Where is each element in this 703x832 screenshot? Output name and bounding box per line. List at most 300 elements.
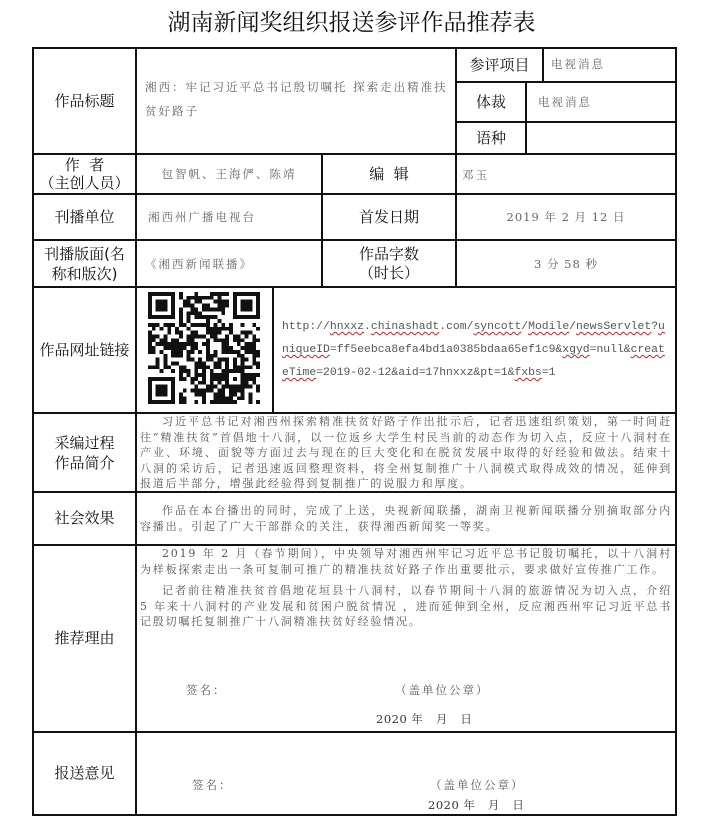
qr-module	[194, 369, 198, 373]
qr-module	[256, 354, 260, 358]
qr-module	[202, 369, 206, 373]
qr-module	[210, 369, 214, 373]
label-reason: 推荐理由	[54, 629, 115, 647]
qr-module	[179, 292, 183, 296]
qr-module	[248, 331, 252, 335]
authors-value: 包智帆、王海俨、陈靖	[161, 167, 297, 181]
qr-module	[190, 304, 194, 308]
label-entry-category: 参评项目	[469, 55, 530, 74]
label-work-title: 作品标题	[54, 91, 115, 110]
qr-alignment-pattern	[233, 377, 237, 381]
label-genre: 体裁	[475, 92, 506, 111]
url-segment-spellcheck[interactable]: syncott	[473, 321, 522, 333]
qr-finder-pattern	[156, 385, 168, 397]
qr-module	[252, 362, 256, 366]
process-intro-text	[140, 414, 672, 491]
qr-module	[225, 334, 229, 338]
qr-module	[221, 385, 225, 389]
label-process-intro	[34, 414, 135, 491]
qr-module	[221, 338, 225, 342]
table-border-right	[675, 47, 677, 816]
qr-module	[214, 323, 218, 327]
qr-module	[156, 342, 160, 346]
qr-module	[218, 365, 222, 369]
qr-module	[152, 350, 156, 354]
qr-module	[225, 342, 229, 346]
qr-module	[218, 300, 222, 304]
qr-module	[187, 315, 191, 319]
qr-code-icon	[146, 292, 262, 404]
qr-module	[194, 292, 198, 296]
qr-module	[221, 392, 225, 396]
qr-module	[179, 373, 183, 377]
qr-module	[218, 373, 222, 377]
qr-module	[194, 392, 198, 396]
qr-module	[167, 331, 171, 335]
reason-paragraph: 2019 年 2 月（春节期间），中央领导对湘西州牢记习近平总书记殷切嘱托，以十八洞村为样板探索走出一条可复制可推广的精准扶贫好路子作出重要批示，要求做好宣传推广工作。	[140, 547, 672, 576]
qr-module	[156, 362, 160, 366]
qr-module	[171, 354, 175, 358]
qr-module	[256, 350, 260, 354]
qr-module	[194, 331, 198, 335]
qr-module	[206, 346, 210, 350]
reason-paragraph: 记者前往精准扶贫首倡地花垣县十八洞村，以春节期间十八洞的旅游情况为切入点，介绍 5 年来十八洞村的产业发展和贫困户脱贫情况 ，进而延伸到全州，反应湘西州牢记习近平总书记殷切嘱托复制推广十八洞精准扶贫好经验情况。	[140, 584, 672, 628]
qr-module	[148, 323, 152, 327]
qr-module	[206, 307, 210, 311]
language-value	[535, 123, 670, 153]
qr-module	[245, 350, 249, 354]
qr-module	[248, 392, 252, 396]
qr-module	[175, 354, 179, 358]
qr-module	[218, 392, 222, 396]
qr-module	[198, 323, 202, 327]
qr-module	[198, 362, 202, 366]
qr-module	[183, 369, 187, 373]
qr-module	[252, 346, 256, 350]
qr-module	[194, 315, 198, 319]
qr-module	[241, 365, 245, 369]
qr-module	[190, 338, 194, 342]
url-segment[interactable]: /	[521, 321, 529, 333]
qr-module	[194, 365, 198, 369]
qr-module	[179, 365, 183, 369]
qr-module	[245, 381, 249, 385]
qr-module	[256, 327, 260, 331]
qr-module	[210, 331, 214, 335]
url-segment[interactable]: =null&	[589, 344, 631, 356]
qr-module	[252, 350, 256, 354]
entry-category-value: 电视消息	[551, 57, 605, 71]
qr-module	[210, 315, 214, 319]
qr-module	[194, 342, 198, 346]
label-editor: 编 辑	[369, 164, 409, 183]
qr-module	[206, 350, 210, 354]
qr-module	[218, 338, 222, 342]
url-segment-spellcheck[interactable]: hnxxz	[329, 321, 365, 333]
qr-module	[190, 342, 194, 346]
qr-module	[233, 358, 237, 362]
qr-module	[221, 369, 225, 373]
qr-module	[210, 354, 214, 358]
url-segment[interactable]: .	[364, 321, 371, 333]
qr-module	[198, 315, 202, 319]
social-effect-paragraph: 作品在本台播出的同时，完成了上送，央视新闻联播，湖南卫视新闻联播分别摘取部分内容播出。引起了广大干部群众的关注，获得湘西新闻奖一等奖。	[140, 504, 672, 533]
qr-module	[202, 362, 206, 366]
qr-module	[198, 365, 202, 369]
qr-module	[160, 338, 164, 342]
url-segment-spellcheck[interactable]: newsServlet	[576, 321, 652, 333]
qr-module	[225, 304, 229, 308]
qr-module	[210, 373, 214, 377]
qr-module	[233, 389, 237, 393]
qr-module	[225, 358, 229, 362]
qr-module	[179, 307, 183, 311]
qr-module	[218, 307, 222, 311]
label-length-line1: 作品字数	[358, 244, 419, 263]
label-author-line2: （主创人员）	[39, 174, 130, 192]
qr-module	[218, 389, 222, 393]
qr-module	[225, 338, 229, 342]
qr-module	[156, 334, 160, 338]
qr-module	[214, 338, 218, 342]
qr-module	[256, 362, 260, 366]
qr-module	[225, 327, 229, 331]
qr-module	[237, 354, 241, 358]
qr-module	[190, 350, 194, 354]
qr-module	[187, 334, 191, 338]
url-segment[interactable]: .com/	[439, 321, 474, 333]
url-segment-spellcheck[interactable]: chinashadt	[370, 321, 440, 333]
qr-module	[241, 331, 245, 335]
qr-module	[167, 365, 171, 369]
qr-module	[194, 334, 198, 338]
url-segment-spellcheck[interactable]: Modile	[528, 321, 570, 333]
qr-module	[190, 381, 194, 385]
url-segment-spellcheck[interactable]: fxbs	[514, 367, 542, 379]
qr-module	[229, 389, 233, 393]
qr-module	[179, 369, 183, 373]
qr-module	[187, 311, 191, 315]
qr-module	[206, 319, 210, 323]
qr-module	[210, 381, 214, 385]
qr-module	[160, 342, 164, 346]
qr-module	[206, 331, 210, 335]
qr-module	[206, 389, 210, 393]
qr-module	[237, 365, 241, 369]
qr-module	[206, 323, 210, 327]
publisher-value: 湘西州广播电视台	[148, 210, 256, 224]
qr-module	[214, 331, 218, 335]
qr-module	[171, 338, 175, 342]
qr-module	[198, 373, 202, 377]
qr-module	[190, 323, 194, 327]
qr-module	[206, 327, 210, 331]
qr-module	[225, 300, 229, 304]
url-segment-spellcheck[interactable]: createTime	[282, 344, 665, 379]
qr-module	[171, 342, 175, 346]
qr-module	[148, 365, 152, 369]
qr-module	[221, 300, 225, 304]
label-submission-opinion: 报送意见	[54, 764, 115, 782]
url-segment-spellcheck[interactable]: xgyd	[562, 344, 590, 356]
qr-module	[179, 346, 183, 350]
qr-module	[210, 307, 214, 311]
qr-module	[233, 334, 237, 338]
qr-module	[241, 362, 245, 366]
qr-module	[221, 373, 225, 377]
qr-module	[214, 300, 218, 304]
url-link[interactable]	[282, 316, 670, 386]
qr-module	[175, 327, 179, 331]
qr-module	[179, 342, 183, 346]
qr-module	[194, 296, 198, 300]
qr-module	[194, 389, 198, 393]
col-divider	[525, 81, 527, 155]
length-value: 3 分 58 秒	[534, 256, 598, 271]
qr-module	[190, 331, 194, 335]
work-title-value: 湘西：牢记习近平总书记殷切嘱托 探索走出精准扶贫好路子	[145, 80, 448, 118]
qr-module	[194, 362, 198, 366]
qr-module	[202, 373, 206, 377]
qr-module	[179, 377, 183, 381]
qr-module	[252, 377, 256, 381]
qr-module	[198, 296, 202, 300]
qr-module	[187, 327, 191, 331]
qr-module	[214, 307, 218, 311]
qr-module	[221, 323, 225, 327]
qr-module	[179, 331, 183, 335]
qr-module	[179, 396, 183, 400]
qr-module	[187, 369, 191, 373]
label-length-line2: （时长）	[358, 263, 419, 282]
qr-module	[171, 346, 175, 350]
reason-seal-label: （盖单位公章）	[395, 683, 490, 697]
qr-module	[183, 342, 187, 346]
label-length	[323, 241, 455, 286]
social-effect-text	[140, 503, 672, 543]
submission-date: 2020 年 月 日	[428, 798, 525, 812]
qr-module	[183, 377, 187, 381]
qr-module	[206, 338, 210, 342]
qr-module	[206, 304, 210, 308]
qr-module	[233, 400, 237, 404]
qr-module	[183, 323, 187, 327]
qr-module	[218, 296, 222, 300]
url-segment-spellcheck[interactable]: uniqueID	[282, 321, 665, 356]
qr-module	[190, 389, 194, 393]
qr-module	[194, 377, 198, 381]
qr-module	[248, 342, 252, 346]
qr-module	[198, 300, 202, 304]
qr-module	[210, 327, 214, 331]
qr-module	[248, 350, 252, 354]
qr-module	[171, 369, 175, 373]
qr-module	[179, 319, 183, 323]
document-title: 湖南新闻奖组织报送参评作品推荐表	[167, 10, 536, 36]
qr-module	[252, 323, 256, 327]
qr-module	[221, 304, 225, 308]
qr-module	[198, 392, 202, 396]
qr-module	[206, 315, 210, 319]
url-segment[interactable]: =1	[541, 367, 556, 379]
qr-module	[202, 315, 206, 319]
qr-module	[202, 342, 206, 346]
qr-module	[245, 377, 249, 381]
qr-module	[163, 334, 167, 338]
qr-module	[210, 385, 214, 389]
qr-module	[241, 323, 245, 327]
qr-module	[218, 331, 222, 335]
qr-module	[214, 385, 218, 389]
qr-module	[245, 334, 249, 338]
col-divider	[272, 286, 274, 414]
label-language: 语种	[475, 128, 506, 147]
qr-module	[202, 304, 206, 308]
qr-module	[221, 346, 225, 350]
qr-module	[229, 323, 233, 327]
qr-module	[252, 354, 256, 358]
editor-value: 邓玉	[462, 168, 489, 182]
qr-module	[198, 389, 202, 393]
qr-module	[248, 365, 252, 369]
qr-module	[202, 400, 206, 404]
qr-module	[187, 304, 191, 308]
qr-module	[221, 358, 225, 362]
label-edition-line2: 称和版次)	[51, 264, 118, 283]
qr-module	[171, 323, 175, 327]
qr-module	[210, 400, 214, 404]
qr-module	[245, 365, 249, 369]
qr-module	[202, 392, 206, 396]
qr-module	[194, 307, 198, 311]
qr-module	[187, 300, 191, 304]
qr-module	[245, 346, 249, 350]
qr-module	[187, 338, 191, 342]
qr-module	[214, 354, 218, 358]
qr-module	[214, 327, 218, 331]
url-segment[interactable]: ?	[651, 321, 659, 333]
qr-module	[245, 358, 249, 362]
qr-module	[237, 342, 241, 346]
qr-module	[190, 307, 194, 311]
qr-module	[187, 296, 191, 300]
qr-module	[218, 400, 222, 404]
submission-sign-label: 签名：	[192, 778, 233, 792]
qr-module	[225, 346, 229, 350]
qr-module	[210, 389, 214, 393]
label-publisher: 刊播单位	[54, 207, 115, 226]
qr-module	[202, 377, 206, 381]
qr-module	[218, 362, 222, 366]
qr-module	[202, 296, 206, 300]
qr-module	[248, 396, 252, 400]
qr-module	[175, 362, 179, 366]
qr-module	[229, 350, 233, 354]
url-segment[interactable]: http://	[282, 321, 330, 333]
qr-module	[256, 338, 260, 342]
qr-module	[206, 296, 210, 300]
qr-module	[221, 377, 225, 381]
qr-finder-pattern	[156, 300, 168, 312]
qr-module	[160, 327, 164, 331]
url-segment[interactable]: =ff5eebca8efa4bd1a0385bdaa65ef1c9&	[329, 344, 563, 356]
qr-module	[221, 327, 225, 331]
qr-module	[175, 350, 179, 354]
qr-module	[229, 400, 233, 404]
qr-module	[214, 292, 218, 296]
qr-module	[206, 354, 210, 358]
qr-module	[218, 319, 222, 323]
qr-module	[218, 304, 222, 308]
qr-module	[148, 331, 152, 335]
qr-module	[163, 358, 167, 362]
qr-module	[206, 365, 210, 369]
qr-module	[163, 342, 167, 346]
qr-module	[198, 311, 202, 315]
qr-module	[252, 381, 256, 385]
qr-module	[206, 358, 210, 362]
qr-module	[179, 315, 183, 319]
qr-module	[152, 346, 156, 350]
qr-module	[218, 327, 222, 331]
qr-module	[256, 400, 260, 404]
qr-module	[167, 346, 171, 350]
qr-module	[214, 362, 218, 366]
qr-module	[171, 362, 175, 366]
qr-module	[256, 373, 260, 377]
reason-date: 2020 年 月 日	[376, 712, 473, 726]
qr-module	[183, 400, 187, 404]
label-first-release-date: 首发日期	[358, 207, 419, 226]
url-segment[interactable]: =2019-02-12&aid=17hnxxz&pt=1&	[316, 367, 515, 379]
qr-module	[233, 362, 237, 366]
qr-module	[187, 373, 191, 377]
qr-module	[210, 377, 214, 381]
qr-module	[245, 331, 249, 335]
url-segment[interactable]: /	[569, 321, 576, 333]
qr-module	[190, 358, 194, 362]
qr-module	[214, 396, 218, 400]
qr-module	[248, 373, 252, 377]
qr-module	[152, 334, 156, 338]
qr-module	[221, 307, 225, 311]
qr-module	[190, 311, 194, 315]
qr-finder-pattern	[241, 300, 253, 312]
qr-module	[241, 358, 245, 362]
qr-module	[183, 365, 187, 369]
qr-module	[187, 319, 191, 323]
qr-module	[183, 300, 187, 304]
qr-module	[175, 342, 179, 346]
qr-module	[206, 342, 210, 346]
label-edition	[34, 241, 135, 286]
qr-module	[198, 334, 202, 338]
qr-module	[225, 292, 229, 296]
qr-module	[183, 389, 187, 393]
qr-module	[252, 338, 256, 342]
qr-module	[210, 296, 214, 300]
qr-module	[179, 323, 183, 327]
label-process-line1: 采编过程	[54, 433, 115, 452]
qr-module	[252, 342, 256, 346]
qr-module	[179, 350, 183, 354]
genre-value: 电视消息	[538, 95, 592, 109]
label-edition-line1: 刊播版面(名	[44, 244, 125, 263]
qr-module	[202, 323, 206, 327]
qr-module	[221, 342, 225, 346]
qr-module	[187, 358, 191, 362]
first-release-date-value: 2019 年 2 月 12 日	[506, 210, 626, 224]
